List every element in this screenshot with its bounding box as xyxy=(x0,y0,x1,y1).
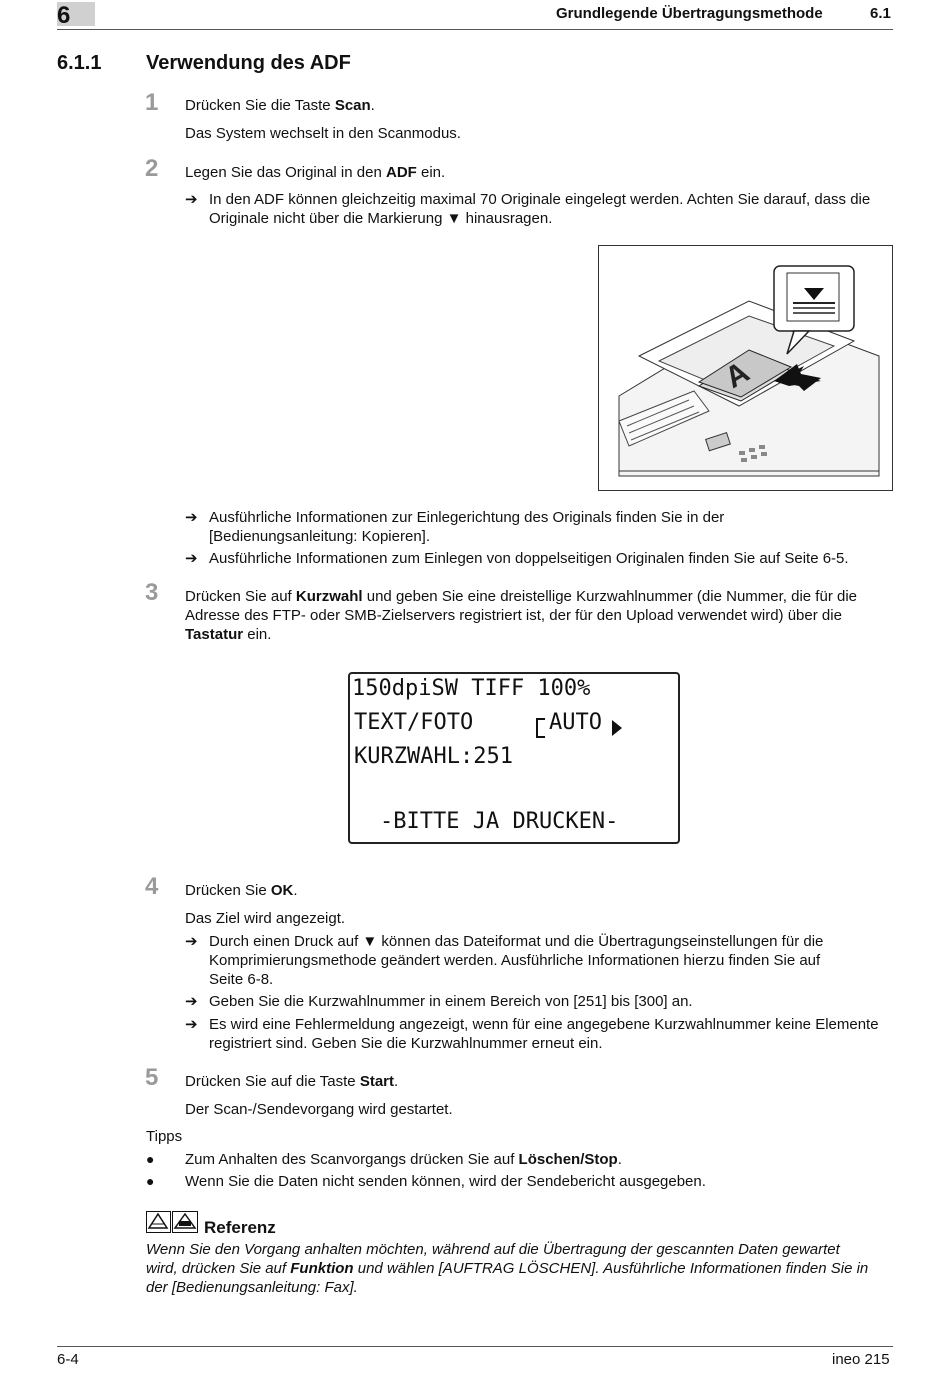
note-text: Geben Sie die Kurzwahlnummer in einem Bereich von [251] bis [300] an. xyxy=(209,993,693,1010)
reference-text: Wenn Sie den Vorgang anhalten möchten, während auf die Übertragung der gescannten Daten gewartet wird, drücken Sie auf Funktion und wählen [AUFTRAG LÖSCHEN]. Ausführliche Informationen finden Sie in der [Bedienungsanleitung: Fax]. xyxy=(146,1241,869,1296)
footer-rule xyxy=(57,1346,893,1347)
chapter-number: 6 xyxy=(57,2,71,29)
adf-machine-drawing xyxy=(599,246,892,490)
arrow-icon: ➔ xyxy=(185,550,198,567)
header-section: 6.1 xyxy=(870,5,891,22)
section-title: Verwendung des ADF xyxy=(146,52,351,74)
svg-text:A: A xyxy=(719,355,755,395)
step-number: 2 xyxy=(145,155,159,182)
step-number: 3 xyxy=(145,579,159,606)
step-text: Drücken Sie auf die Taste Start. xyxy=(185,1073,399,1090)
key-name: Scan xyxy=(334,97,371,114)
key-name: Kurzwahl xyxy=(295,588,363,605)
key-name: OK xyxy=(270,882,294,899)
note-text: Ausführliche Informationen zum Einlegen von doppelseitigen Originalen finden Sie auf Seite 6-5. xyxy=(209,550,849,567)
arrow-icon: ➔ xyxy=(185,191,198,208)
note-text: In den ADF können gleichzeitig maximal 70 Originale eingelegt werden. Achten Sie darauf, dass die Originale nicht über die Markierung ▼ hinausragen. xyxy=(209,191,871,227)
key-name: Tastatur xyxy=(185,626,244,643)
key-name: Löschen/Stop xyxy=(518,1151,618,1168)
lcd-line: KURZWAHL:251 xyxy=(354,744,513,769)
tips-label: Tipps xyxy=(146,1128,183,1145)
lcd-display xyxy=(348,672,680,844)
header-rule xyxy=(57,29,893,30)
step-text: Drücken Sie OK. xyxy=(185,882,298,899)
note-text: Ausführliche Informationen zur Einlegerichtung des Originals finden Sie in der [Bedienungsanleitung: Kopieren]. xyxy=(209,509,725,545)
reference-label: Referenz xyxy=(204,1218,276,1237)
product-name: ineo 215 xyxy=(832,1351,890,1368)
lcd-line: -BITTE JA DRUCKEN- xyxy=(380,809,619,834)
step-number: 1 xyxy=(145,89,159,116)
note-text: Es wird eine Fehlermeldung angezeigt, wenn für eine angegebene Kurzwahlnummer keine Elemente registriert sind. Geben Sie die Kurzwahlnummer erneut ein. xyxy=(209,1016,879,1052)
arrow-icon: ➔ xyxy=(185,509,198,526)
step-text: Drücken Sie die Taste Scan. xyxy=(185,97,375,114)
section-number: 6.1.1 xyxy=(57,52,102,74)
left-bracket-icon xyxy=(536,718,545,738)
key-name: ADF xyxy=(385,164,417,181)
step-subtext: Das System wechselt in den Scanmodus. xyxy=(185,125,461,142)
step-number: 5 xyxy=(145,1064,159,1091)
reference-icon xyxy=(146,1211,198,1233)
lcd-line: TEXT/FOTO xyxy=(354,710,474,735)
step-number: 4 xyxy=(145,873,159,900)
step-subtext: Der Scan-/Sendevorgang wird gestartet. xyxy=(185,1101,453,1118)
tip-text: Zum Anhalten des Scanvorgangs drücken Sie auf Löschen/Stop. xyxy=(185,1151,622,1168)
key-name: Funktion xyxy=(290,1260,354,1277)
right-triangle-icon xyxy=(612,720,622,736)
header-title: Grundlegende Übertragungsmethode xyxy=(556,5,823,22)
bullet-icon: ● xyxy=(146,1173,155,1189)
step-subtext: Das Ziel wird angezeigt. xyxy=(185,910,346,927)
note-text: Durch einen Druck auf ▼ können das Dateiformat und die Übertragungseinstellungen für die Komprimierungsmethode geändert werden. Ausführliche Informationen hierzu finden Sie auf Seite 6-8. xyxy=(209,933,824,988)
arrow-icon: ➔ xyxy=(185,933,198,950)
bullet-icon: ● xyxy=(146,1151,155,1167)
arrow-icon: ➔ xyxy=(185,993,198,1010)
step-text: Drücken Sie auf Kurzwahl und geben Sie eine dreistellige Kurzwahlnummer (die Nummer, die für die Adresse des FTP- oder SMB-Zielservers registriert ist, der für den Upload verwendet wird) über die Tastatur ein. xyxy=(185,588,857,643)
lcd-line: AUTO xyxy=(549,710,602,735)
key-name: Start xyxy=(359,1073,395,1090)
lcd-line: 150dpiSW TIFF 100% xyxy=(352,676,591,701)
adf-illustration xyxy=(598,245,893,491)
arrow-icon: ➔ xyxy=(185,1016,198,1033)
page-number: 6-4 xyxy=(57,1351,79,1368)
tip-text: Wenn Sie die Daten nicht senden können, wird der Sendebericht ausgegeben. xyxy=(185,1173,706,1190)
step-text: Legen Sie das Original in den ADF ein. xyxy=(185,164,446,181)
